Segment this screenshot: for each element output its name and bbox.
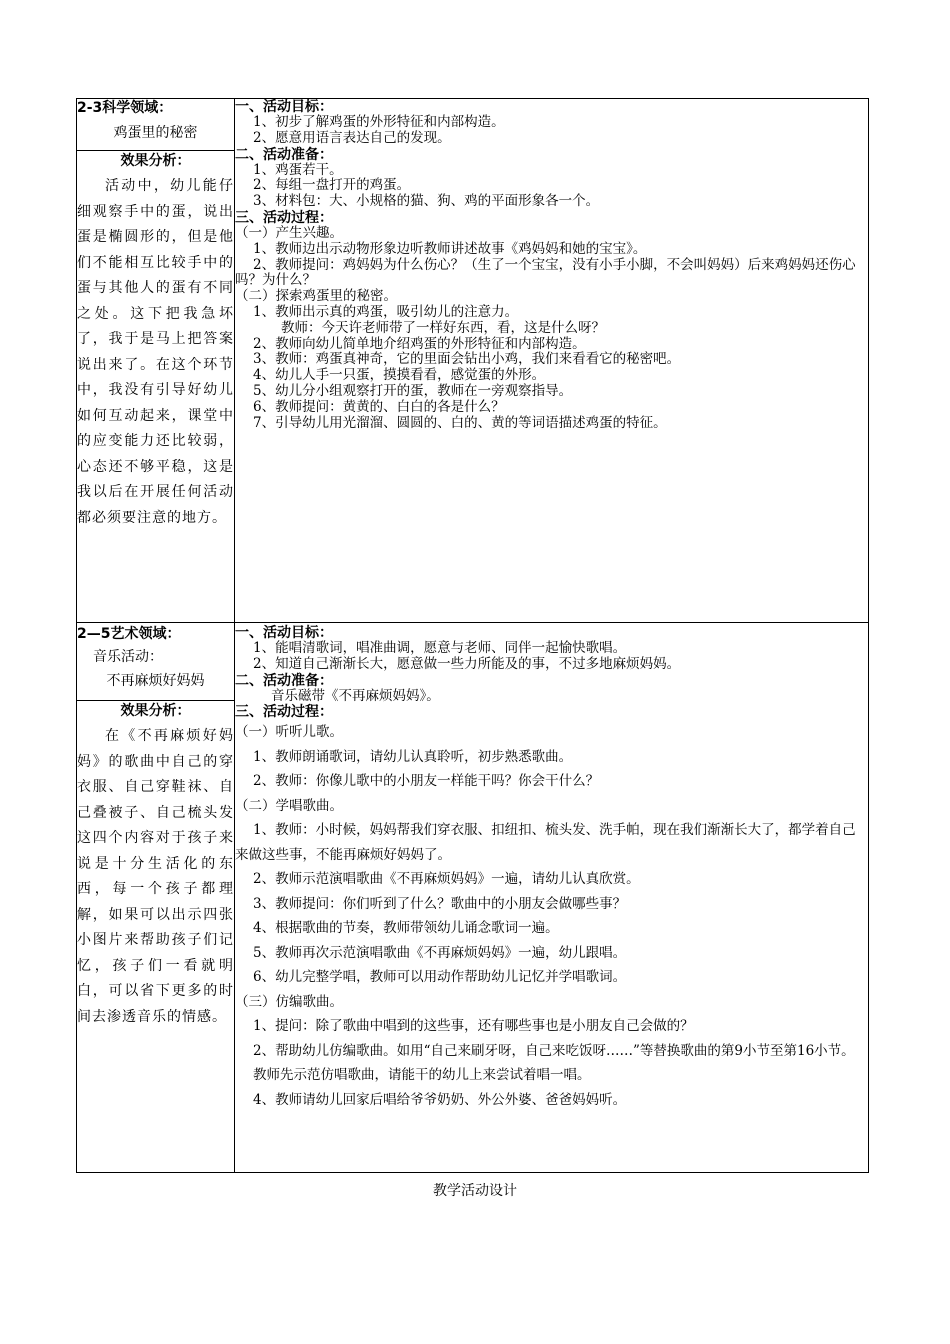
block2-title-cell xyxy=(77,623,235,701)
block1-analysis-cell xyxy=(77,151,235,623)
block2-analysis-title: 效果分析： xyxy=(120,703,191,719)
block2-s1: （一）听听儿歌。 xyxy=(235,724,343,741)
block1-p2-7: 7、引导幼儿用光溜溜、圆圆的、白的、黄的等词语描述鸡蛋的特征。 xyxy=(253,414,667,431)
block2-s2: （二）学唱歌曲。 xyxy=(235,797,343,814)
block1-prep-1: 1、鸡蛋若干。 xyxy=(253,161,343,178)
block1-prep-heading: 二、活动准备： xyxy=(235,146,333,163)
block2-s2-4: 4、根据歌曲的节奏，教师带领幼儿诵念歌词一遍。 xyxy=(253,920,559,937)
block2-analysis-text: 在《不再麻烦好妈妈》的歌曲中自己的穿衣服、自己穿鞋袜、自己叠被子、自己梳头发这四个内容对于孩子来说是十分生活化的东西，每一个孩子都理解，如果可以出示四张小图片来帮助孩子们记忆，孩子们一看就明白，可以省下更多的时间去渗透音乐的情感。 xyxy=(77,728,234,1025)
block1-p2-4: 4、幼儿人手一只蛋，摸摸看看，感觉蛋的外形。 xyxy=(253,367,546,384)
block1-proc-heading: 三、活动过程： xyxy=(235,209,333,226)
block2-s2-2: 2、教师示范演唱歌曲《不再麻烦妈妈》一遍，请幼儿认真欣赏。 xyxy=(253,871,640,888)
lesson-plan-table xyxy=(76,98,869,1173)
block1-content-cell xyxy=(235,99,869,623)
block1-prep-3: 3、材料包：大、小规格的猫、狗、鸡的平面形象各一个。 xyxy=(253,193,600,210)
block2-s2-1: 1、教师：小时候，妈妈帮我们穿衣服、扣纽扣、梳头发、洗手帕，现在我们渐渐长大了，都学着自己来做这些事，不能再麻烦好妈妈了。 xyxy=(235,822,856,863)
block1-goal-1: 1、初步了解鸡蛋的外形特征和内部构造。 xyxy=(253,114,505,130)
block2-analysis-cell xyxy=(77,701,235,1173)
block2-s3-4: 4、教师请幼儿回家后唱给爷爷奶奶、外公外婆、爸爸妈妈听。 xyxy=(253,1091,627,1108)
block2-s3: （三）仿编歌曲。 xyxy=(235,993,343,1010)
block2-s3-2: 2、帮助幼儿仿编歌曲。如用“自己来刷牙呀，自己来吃饭呀……”等替换歌曲的第9小节至第16小节。 xyxy=(253,1042,855,1059)
block2-proc-heading: 三、活动过程： xyxy=(235,704,333,721)
block2-s1-2: 2、教师：你像儿歌中的小朋友一样能干吗？你会干什么？ xyxy=(253,773,600,790)
block1-p1-2: 2、教师提问：鸡妈妈为什么伤心？（生了一个宝宝，没有小手小脚，不会叫妈妈）后来鸡妈妈还伤心吗？为什么？ xyxy=(235,256,856,289)
block2-s2-6: 6、幼儿完整学唱，教师可以用动作帮助幼儿记忆并学唱歌词。 xyxy=(253,969,627,986)
block1-p2-1: 1、教师出示真的鸡蛋，吸引幼儿的注意力。 xyxy=(253,303,519,320)
block2-s3-3: 教师先示范仿唱歌曲，请能干的幼儿上来尝试着唱一唱。 xyxy=(253,1067,591,1084)
block2-content-cell xyxy=(235,623,869,1173)
block2-s1-1: 1、教师朗诵歌词，请幼儿认真聆听，初步熟悉歌曲。 xyxy=(253,748,573,765)
block1-p2-3: 3、教师：鸡蛋真神奇，它的里面会钻出小鸡，我们来看看它的秘密吧。 xyxy=(253,351,681,368)
block2-prep-1: 音乐磁带《不再麻烦妈妈》。 xyxy=(271,687,440,704)
block1-goal-2: 2、愿意用语言表达自己的发现。 xyxy=(253,129,451,146)
block1-subtitle: 鸡蛋里的秘密 xyxy=(113,125,198,141)
block2-subtitle-2: 不再麻烦好妈妈 xyxy=(106,673,205,689)
block1-p2: （二）探索鸡蛋里的秘密。 xyxy=(235,288,397,305)
block1-title-cell xyxy=(77,99,235,151)
block2-goal-1: 1、能唱清歌词，唱准曲调，愿意与老师、同伴一起愉快歌唱。 xyxy=(253,640,627,656)
block1-p2-1b: 教师：今天许老师带了一样好东西，看，这是什么呀？ xyxy=(281,319,605,336)
block2-prep-heading: 二、活动准备： xyxy=(235,672,333,689)
block1-p2-5: 5、幼儿分小组观察打开的蛋，教师在一旁观察指导。 xyxy=(253,382,573,399)
block1-analysis-title: 效果分析： xyxy=(120,153,191,169)
block2-s2-5: 5、教师再次示范演唱歌曲《不再麻烦妈妈》一遍，幼儿跟唱。 xyxy=(253,944,627,961)
block1-prep-2: 2、每组一盘打开的鸡蛋。 xyxy=(253,177,411,194)
block2-goal-heading: 一、活动目标： xyxy=(235,625,333,641)
block1-analysis-text: 活动中，幼儿能仔细观察手中的蛋，说出蛋是椭圆形的，但是他们不能相互比较手中的蛋与其他人的蛋有不同之处。这下把我急坏了，我于是马上把答案说出来了。在这个环节中，我没有引导好幼儿如何互动起来，课堂中的应变能力还比较弱，心态还不够平稳，这是我以后在开展任何活动都必须要注意的地方。 xyxy=(77,178,234,526)
block2-subtitle-1: 音乐活动： xyxy=(93,649,163,665)
block1-title: 2-3科学领域： xyxy=(77,100,173,116)
page-footer: 教学活动设计 xyxy=(433,1183,517,1199)
block1-p2-2: 2、教师向幼儿简单地介绍鸡蛋的外形特征和内部构造。 xyxy=(253,335,586,352)
block1-p1: （一）产生兴趣。 xyxy=(235,224,343,241)
block2-s2-3: 3、教师提问：你们听到了什么？歌曲中的小朋友会做哪些事？ xyxy=(253,895,627,912)
block1-p1-1: 1、教师边出示动物形象边听教师讲述故事《鸡妈妈和她的宝宝》。 xyxy=(253,240,647,257)
block2-goal-2: 2、知道自己渐渐长大，愿意做一些力所能及的事，不过多地麻烦妈妈。 xyxy=(253,655,681,672)
block2-title: 2—5艺术领域： xyxy=(77,626,181,642)
block2-s3-1: 1、提问：除了歌曲中唱到的这些事，还有哪些事也是小朋友自己会做的？ xyxy=(253,1018,694,1035)
block1-goal-heading: 一、活动目标： xyxy=(235,99,333,115)
block1-p2-6: 6、教师提问：黄黄的、白白的各是什么？ xyxy=(253,398,505,415)
